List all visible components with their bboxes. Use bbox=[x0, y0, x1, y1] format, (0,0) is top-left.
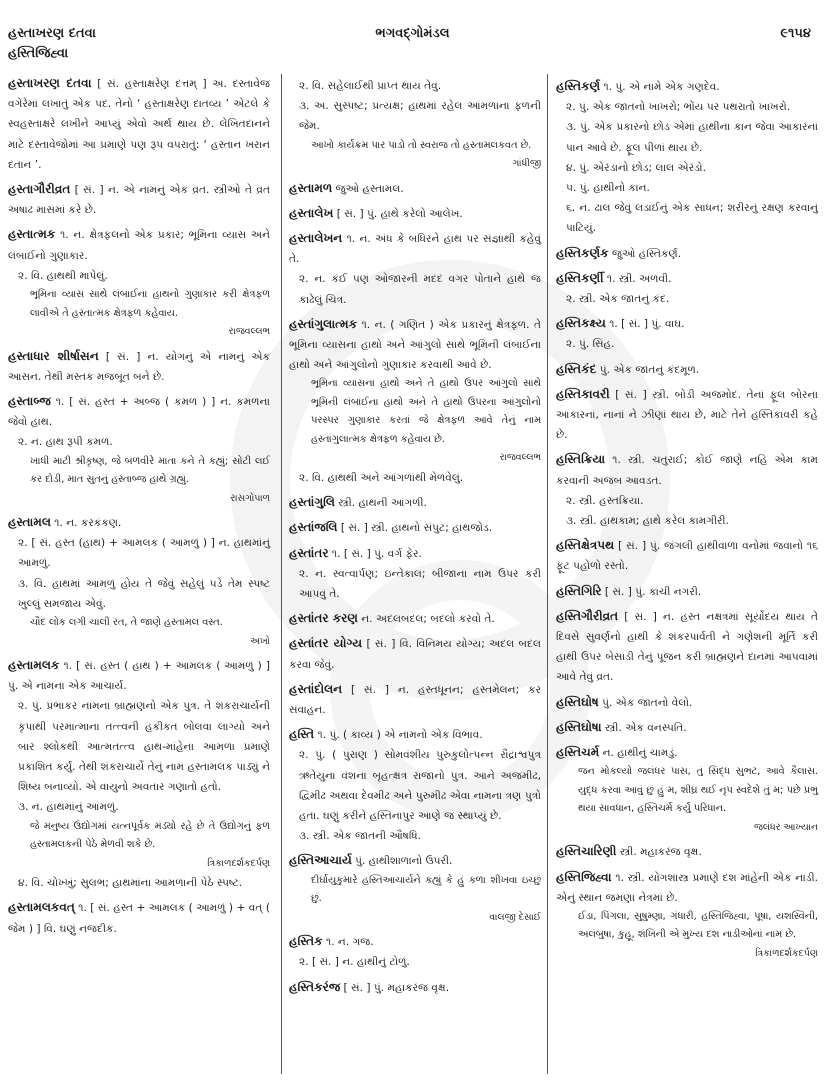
citation-source: વાલજી દેસાઈ bbox=[489, 911, 541, 923]
entry-main bbox=[8, 224, 270, 265]
citation-quote bbox=[556, 908, 818, 964]
sense-line: ૨. ન. સ્વત્વાર્પણ; ઇન્તેકાલ; બીજાના નામ ઉપર કરી આપવું તે. bbox=[299, 567, 541, 600]
entry-main bbox=[556, 742, 818, 763]
citation-quote bbox=[289, 137, 541, 174]
dictionary-entry bbox=[556, 717, 818, 738]
citation-text: ઈડા, પિંગલા, સુષુમ્ણા, ગંધારી, હસ્તિજિહ્વા, પૂષા, યશસ્વિની, અલંબુષા, કુહૂ, શંખિની એ મુખ્ય દશ નાડીઓનાં નામ છે. bbox=[578, 910, 818, 941]
column-3 bbox=[556, 76, 818, 967]
column-divider bbox=[281, 74, 282, 1074]
entry-main bbox=[556, 384, 818, 446]
definition: પું. એક જાતનો વેલો. bbox=[602, 696, 693, 709]
definition: ૧. સ્ત્રી. યોગશાસ્ત્ર પ્રમાણે દશ માંહેની એક નાડી. એનું સ્થાન જમણા નેત્રમાં છે. bbox=[556, 871, 818, 904]
dictionary-entry bbox=[556, 742, 818, 837]
entry-main bbox=[289, 228, 541, 269]
headword: હસ્તાગૌરીવ્રત bbox=[8, 182, 71, 197]
definition: [ સં. ] વિ. વિનિમય યોગ્ય; અદલ બદલ કરવા જેવું. bbox=[289, 638, 541, 671]
headword: હસ્તાંતર કરણ bbox=[289, 611, 358, 626]
headword: હસ્તાંજલિ bbox=[289, 520, 338, 535]
dictionary-entry bbox=[556, 692, 818, 713]
entry-main bbox=[289, 178, 541, 199]
entry-main bbox=[556, 692, 818, 713]
headword: હસ્તિક્ષેત્રપથ bbox=[556, 538, 615, 553]
guide-word-left: હસ્તાખરણ દતવા bbox=[8, 26, 96, 41]
dictionary-entry bbox=[289, 492, 541, 513]
citation-text: ચૌદ લોક લગી ચાલી રત, તે જાણે હસ્તામલ વસ્ત. bbox=[30, 617, 223, 629]
definition: ૧. ન. કરકંકણ. bbox=[54, 517, 122, 530]
guide-word-sub: હસ્તિજિહ્વા bbox=[8, 46, 69, 61]
headword: હસ્તિગિરિ bbox=[556, 583, 602, 598]
dictionary-entry bbox=[289, 543, 541, 605]
headword: હસ્તિકરંજ bbox=[289, 979, 341, 994]
citation-source: ગાંધીજી bbox=[512, 158, 541, 170]
entry-main bbox=[8, 897, 270, 938]
dictionary-entry bbox=[556, 243, 818, 264]
definition: ૧. [ સં. હસ્ત + આમલક ( આમળું ) + વત્ ( જેમ ) ] વિ. ઘણું નજદીક. bbox=[8, 902, 270, 935]
column-2 bbox=[289, 76, 541, 1002]
entry-main bbox=[289, 517, 541, 538]
dictionary-entry bbox=[556, 867, 818, 964]
dictionary-entry bbox=[289, 178, 541, 199]
sense-line: ૨. પું. સિંહ. bbox=[566, 338, 615, 351]
dictionary-entry bbox=[8, 391, 270, 508]
headword: હસ્તામલક bbox=[8, 658, 60, 673]
definition: જુઓ હસ્તિકર્ણ. bbox=[611, 247, 682, 260]
headword: હસ્તાલેખ bbox=[289, 205, 334, 220]
headword: હસ્તિકર્ણી bbox=[556, 270, 604, 285]
citation-quote bbox=[556, 763, 818, 837]
entry-main bbox=[556, 243, 818, 264]
definition: [ સં. ] પું. મહાકરંજ વૃક્ષ. bbox=[343, 981, 450, 994]
definition: [ સં. હસ્તાક્ષરેણ દત્તમ્ ] અ. દસ્તાવેજ વગેરેમાં લખાતું એક પદ. તેનો ‘ હસ્તાક્ષરેણ દાતવ્ય ’ એટલે કે સ્વહસ્તાક્ષરે લખીને આપ્યું એવો અર્થ થાય છે. લેખિતદાનને માટે દસ્તાવેજોમાં આ પ્રમાણે પણ રૂપ વપરાતું: ‘ હસ્તાન ખરાન દતાન ’. bbox=[8, 78, 270, 171]
headword: હસ્તિકર્ણક bbox=[556, 245, 609, 260]
entry-main bbox=[289, 679, 541, 720]
headword: હસ્તાંતર યોગ્ય bbox=[289, 636, 363, 651]
headword: હસ્તિક bbox=[289, 934, 323, 949]
dictionary-entry bbox=[8, 655, 270, 893]
dictionary-entry bbox=[289, 977, 541, 998]
headword: હસ્તાત્મક bbox=[8, 227, 56, 242]
dictionary-entry bbox=[289, 203, 541, 224]
headword: હસ્તિકંદ bbox=[556, 361, 597, 376]
dictionary-entry bbox=[556, 313, 818, 354]
definition: ૧. પું. ( કાવ્ય ) એ નામનો એક વિભાવ. bbox=[317, 729, 483, 742]
entry-main bbox=[8, 73, 270, 175]
definition: [ સં. ] ન. યોગનું એ નામનું એક આસન. તેથી મસ્તક મજબૂત બને છે. bbox=[8, 350, 270, 383]
dictionary-entry bbox=[556, 606, 818, 688]
headword: હસ્તિ bbox=[289, 727, 315, 742]
headword: હસ્તિકાવરી bbox=[556, 386, 610, 401]
definition: ૧. [ સં. હસ્ત + અબ્જ ( કમળ ) ] ન. કમળના જેવો હાથ. bbox=[8, 395, 270, 429]
definition: [ સં. ] ન. હસ્ત નક્ષત્રમાં સૂર્યોદય થાય તે દિવસે સુવર્ણનો હાથી કે શંકરપાર્વતી ને ગણેશની મૂર્તિ કરી હાથી ઉપર બેસાડી તેનું પૂજન કરી બ્રાહ્મણને દાનમાં આપવામાં આવે તેવું વ્રત. bbox=[556, 610, 818, 684]
entry-main bbox=[556, 449, 818, 490]
dictionary-entry bbox=[289, 314, 541, 488]
citation-quote bbox=[8, 818, 270, 874]
page-header bbox=[0, 0, 825, 61]
entry-main bbox=[556, 313, 818, 334]
definition: ૧. ન. ( ગણિત ) એક પ્રકારનું ક્ષેત્રફળ. તે ભૂમિના વ્યાસના હાથો અને આંગુલો સાથે ભૂમિની લંબાઈના હાથો અને આંગુલોનો ગુણાકાર કરવાથી આવે છે. bbox=[289, 318, 541, 372]
dictionary-entry bbox=[289, 517, 541, 538]
headword: હસ્તાબ્જ bbox=[8, 393, 51, 408]
definition: ૧. [ સં. હસ્ત ( હાથ ) + આમલક ( આમળું ) ] પું. એ નામના એક આચાર્ય. bbox=[8, 660, 270, 693]
sense-line: ૨. વિ. હાથથી અને આંગળાંથી મેળવેલું. bbox=[299, 471, 464, 484]
definition: ૧. [ સં. ] પું. વાઘ. bbox=[609, 318, 685, 331]
entry-main bbox=[556, 867, 818, 908]
entry-main bbox=[289, 608, 541, 629]
citation-quote bbox=[8, 453, 270, 509]
headword: હસ્તાંદોલન bbox=[289, 681, 343, 696]
sense-line: ૩. અ. સુસ્પષ્ટ; પ્રત્યક્ષ; હાથમાં રહેલ આંમળાના ફળની જેમ. bbox=[299, 100, 541, 133]
citation-text: ખાધી માટી શ્રીકૃષ્ણ, જે બળવીરે માતા કને તે કહ્યું; સોટી લઈ કર દોડી, માત સુતનું હસ્તાબ્જ હાથે ગ્રહ્યું. bbox=[30, 455, 270, 486]
dictionary-entry bbox=[8, 179, 270, 220]
entry-main bbox=[8, 346, 270, 387]
dictionary-entry bbox=[556, 384, 818, 446]
sense-line: ૬. ન. ઢાલ જેવું લડાઈનું એક સાધન; શરીરનું રક્ષણ કરવાનું પાટિયું. bbox=[566, 202, 818, 235]
dictionary-entry bbox=[8, 512, 270, 651]
sense-line: ૫. પું. હાથીનો કાન. bbox=[566, 182, 650, 195]
definition: ૧. સ્ત્રી. ચતુરાઈ; કોઈ જાણે નહિ એમ કામ કરવાની અજબ આવડત. bbox=[556, 454, 818, 487]
dictionary-entry bbox=[289, 608, 541, 629]
dictionary-entry bbox=[8, 346, 270, 387]
dictionary-entry bbox=[289, 76, 541, 174]
dictionary-entry bbox=[289, 633, 541, 674]
definition: પું. હાથીશાળાનો ઉપરી. bbox=[355, 855, 453, 868]
entry-main bbox=[556, 581, 818, 602]
dictionary-entry bbox=[556, 449, 818, 531]
headword: હસ્તિક્રિયા bbox=[556, 452, 606, 467]
entry-main bbox=[289, 724, 541, 745]
dictionary-entry bbox=[289, 679, 541, 720]
sense-line: ૨. સ્ત્રી. એક જાતનું કંદ. bbox=[566, 293, 670, 306]
definition: [ સં. ] પું. હાથે કરેલો આલેખ. bbox=[336, 207, 463, 220]
definition: ૧. [ સં. ] પું. વર્ગ ફેર. bbox=[331, 547, 422, 560]
citation-text: જન મોકલ્યો જલંધર પાસ, તું સિદ્ધ સુભટ, આવે કૈલાસ. યુદ્ધ કરવા આવું છું હું મ, શીઘ્ર થઈ નૃપ સ્વદેશે તું મ; પછે પ્રભુ થયા સાવધાન, હસ્તિચર્મ કર્યું પરિધાન. bbox=[578, 766, 818, 815]
sense-line: ૩. વિ. હાથમાં આમળું હોય તે જેવું સહેલું પડે તેમ સ્પષ્ટ ખુલ્લું સમજાય એવું. bbox=[18, 577, 270, 610]
headword: હસ્તિઘોષ bbox=[556, 694, 599, 709]
sense-line: ૨. પું. ( પુરાણ ) સોમવંશીય પુરુકુલોત્પન્ન રૌદ્રાશ્વપુત્ર ઋતેયુના વંશના બૃહત્ક્ષત્ર રાજાનો પુત્ર. આને અજમીઢ, દ્વિમીઢ અથવા દેવમીઢ અને પુરુમીઢ એવા નામના ત્રણ પુત્રો હતા. ઘણું કરીને હસ્તિનાપુર આણે જ સ્થાપ્યું છે. bbox=[299, 749, 541, 822]
citation-quote bbox=[289, 872, 541, 928]
citation-source: અખો bbox=[250, 635, 270, 647]
headword: હસ્તિગૌરીવ્રત bbox=[556, 608, 619, 623]
citation-text: જે મનુષ્ય ઉદ્યોગમાં યત્નપૂર્વક મંડ્યો રહે છે તે ઉદ્યોગનું ફળ હસ્તામલકની પેઠે મેળવી શકે છે. bbox=[30, 820, 270, 851]
headword: હસ્તામલકવત્ bbox=[8, 900, 75, 915]
sense-line: ૨. વિ. હાથથી માપેલું. bbox=[18, 269, 108, 282]
entry-main bbox=[556, 717, 818, 738]
dictionary-entry bbox=[556, 76, 818, 239]
sense-line: ૨. સ્ત્રી. હસ્તક્રિયા. bbox=[566, 494, 644, 507]
definition: ૧. સ્ત્રી. અળવી. bbox=[606, 272, 672, 285]
headword: હસ્તિઆચાર્ય bbox=[289, 853, 352, 868]
citation-source: રાજવલ્લભ bbox=[228, 326, 270, 338]
headword: હસ્તિચર્મ bbox=[556, 745, 600, 760]
dictionary-entry bbox=[8, 73, 270, 175]
headword: હસ્તિકર્ણ bbox=[556, 79, 601, 93]
definition: પું. એક જાતનું કંદમૂળ. bbox=[599, 363, 700, 376]
sense-line: ૨. ન. કંઈ પણ ઓજારની મદદ વગર પોતાને હાથે જ કાઢેલું ચિત્ર. bbox=[299, 273, 541, 306]
definition: [ સં. ] સ્ત્રી. હાથનો સંપુટ; હાથજોડ. bbox=[340, 522, 493, 535]
entry-main bbox=[289, 931, 541, 952]
definition: સ્ત્રી. એક વનસ્પતિ. bbox=[605, 721, 687, 734]
definition: ૧. ન. ગજ. bbox=[326, 936, 374, 949]
citation-source: રાજવલ્લભ bbox=[499, 452, 541, 464]
headword: હસ્તિકક્ષ્ય bbox=[556, 316, 606, 331]
definition: ૧. ન. અંધ કે બધિરને હાથ પર સંજ્ઞાથી કહેવું તે. bbox=[289, 233, 541, 266]
dictionary-entry bbox=[289, 228, 541, 310]
sense-line: ૪. વિ. ચોખ્ખું; સુલભ; હાથમાંના આમળાની પેઠે સ્પષ્ટ. bbox=[18, 877, 243, 890]
definition: [ સં. ] સ્ત્રી. બોડી અજમોદ. તેનાં ફૂલ બોરના આકારનાં, નાનાં ને ઝીણાં થાય છે, માટે તેને હસ્તિકાવરી કહે છે. bbox=[556, 388, 818, 442]
citation-text: દીર્ઘાયુકુમારે હસ્તિઆચાર્યને કહ્યું કે હું કળા શીખવા ઇચ્છું છું. bbox=[311, 874, 541, 905]
entry-main bbox=[289, 543, 541, 564]
entry-main bbox=[8, 512, 270, 533]
definition: [ સં. ] પું. જંગલી હાથીવાળા વનોમાં જવાનો ૧૬ ફૂટ પહોળો રસ્તો. bbox=[556, 540, 818, 573]
entry-main bbox=[289, 850, 541, 871]
citation-text: ભૂમિના વ્યાસ સાથે લંબાઈના હાથનો ગુણાકાર કરી ક્ષેત્રફળ લાવીએ તે હસ્તાત્મક ક્ષેત્રફળ કહેવાય. bbox=[30, 289, 270, 319]
citation-quote bbox=[8, 614, 270, 651]
sense-line: ૩. પું. એક પ્રકારનો છોડ એમાં હાથીના કાન જેવા આકારનાં પાન આવે છે. ફૂલ પીળાં થાય છે. bbox=[566, 121, 818, 154]
entry-main bbox=[289, 633, 541, 674]
citation-quote bbox=[289, 375, 541, 468]
entry-main bbox=[8, 179, 270, 220]
headword: હસ્તિજિહ્વા bbox=[556, 869, 612, 884]
dictionary-entry bbox=[556, 359, 818, 380]
entry-main bbox=[289, 492, 541, 513]
sense-line: ૨. પું. પ્રભાકર નામના બ્રાહ્મણનો એક પુત્ર. તે શંકરાચાર્યની કૃપાથી પરમાત્માના તત્ત્વની હકીકત બોલવા લાગ્યો અને બાર શ્લોકથી આત્મતત્ત્વ હાથ-માંહેના આમળા પ્રમાણે પ્રકાશિત કર્યું. તેથી શંકરાચાર્યે તેનું નામ હસ્તામલક પાડ્યું ને શિષ્ય બનાવ્યો. એ વાયુનો અવતાર ગણાતો હતો. bbox=[18, 700, 270, 794]
citation-source: રાસગોપાળ bbox=[230, 492, 270, 504]
page-number: ૯૧૫૪ bbox=[780, 26, 811, 41]
entry-main bbox=[556, 535, 818, 576]
dictionary-entry bbox=[556, 268, 818, 309]
definition: ન. અદલબદલ; બદલો કરવો તે. bbox=[361, 613, 495, 626]
definition: ૧. ન. ક્ષેત્રફલનો એક પ્રકાર; ભૂમિના વ્યાસ અને લંબાઈનો ગુણાકાર. bbox=[8, 229, 271, 262]
citation-source: ત્રિકાળદર્શકદર્પણ bbox=[755, 947, 818, 959]
dictionary-entry bbox=[289, 724, 541, 846]
sense-line: ૩. ન. હાથમાંનું આમળું. bbox=[18, 801, 119, 814]
headword: હસ્તાંતર bbox=[289, 545, 329, 560]
entry-main bbox=[8, 391, 270, 432]
sense-line: ૩. સ્ત્રી. હાથકામ; હાથે કરેલ કામગીરી. bbox=[566, 515, 729, 528]
definition: [ સં. ] ન. હસ્તધૂનન; હસ્તમેલન; કર સંવાહન. bbox=[289, 683, 541, 716]
entry-main bbox=[556, 76, 818, 97]
entry-main bbox=[556, 606, 818, 688]
headword: હસ્તિઘોષા bbox=[556, 719, 602, 734]
dictionary-entry bbox=[556, 535, 818, 576]
entry-main bbox=[289, 314, 541, 376]
dictionary-entry bbox=[8, 224, 270, 341]
citation-source: જલંધર આખ્યાન bbox=[754, 821, 818, 833]
dictionary-entry bbox=[289, 931, 541, 972]
sense-line: ૨. [ સં. હસ્ત (હાથ) + આમલક ( આમળું ) ] ન. હાથમાંનું આમળું. bbox=[18, 537, 270, 570]
entry-main bbox=[556, 841, 818, 862]
dictionary-entry bbox=[556, 841, 818, 862]
definition: [ સં. ] ન. એ નામનું એક વ્રત. સ્ત્રીઓ તે વ્રત અષાઢ માસમાં કરે છે. bbox=[8, 184, 271, 217]
sense-line: ૪. પું. એરંડાનો છોડ; લાલ એરંડો. bbox=[566, 161, 706, 174]
headword: હસ્તાલેખન bbox=[289, 231, 343, 246]
entry-main bbox=[556, 268, 818, 289]
headword: હસ્તાંગુલિ bbox=[289, 495, 335, 510]
entry-main bbox=[556, 359, 818, 380]
citation-source: ત્રિકાળદર્શકદર્પણ bbox=[207, 857, 270, 869]
definition: સ્ત્રી. મહાકરંજ વૃક્ષ. bbox=[619, 846, 702, 859]
dictionary-entry bbox=[289, 850, 541, 927]
entry-main bbox=[289, 977, 541, 998]
column-1 bbox=[8, 73, 270, 943]
definition: જુઓ હસ્તામલ. bbox=[335, 182, 404, 195]
definition: ૧. પું. એ નામે એક ગણદેવ. bbox=[603, 81, 720, 93]
sense-line: ૨. વિ. સહેલાઈથી પ્રાપ્ત થાય તેવું. bbox=[299, 80, 442, 92]
column-divider bbox=[547, 74, 548, 1074]
sense-line: ૨. પું. એક જાતનો ખાખરો; ભોંય પર પથરાતો ખાખરો. bbox=[566, 101, 791, 114]
citation-text: આખો કાર્યક્રમ પાર પાડો તો સ્વરાજ તો હસ્તામલકવત છે. bbox=[311, 139, 532, 151]
sense-line: ૨. [ સં. ] ન. હાથીનું ટોળું. bbox=[299, 956, 410, 969]
definition: ન. હાથીનું ચામડું. bbox=[602, 747, 678, 760]
headword: હસ્તાધાર શીર્ષાસન bbox=[8, 348, 99, 363]
headword: હસ્તિચારિણી bbox=[556, 844, 617, 859]
citation-quote bbox=[8, 286, 270, 342]
page-title: ભગવદ્ગોમંડલ bbox=[375, 26, 450, 41]
entry-main bbox=[289, 203, 541, 224]
sense-line: ૨. ન. હાથ રૂપી કમળ. bbox=[18, 436, 113, 449]
definition: સ્ત્રી. હાથની આંગળી. bbox=[338, 497, 427, 510]
sense-line: ૩. સ્ત્રી. એક જાતની ઔષધિ. bbox=[299, 830, 421, 843]
headword: હસ્તાંગુલાત્મક bbox=[289, 316, 358, 331]
headword: હસ્તાખરણ દતવા bbox=[8, 76, 92, 90]
headword: હસ્તામલ bbox=[8, 515, 51, 530]
definition: [ સં. ] પું. કાંચી નગરી. bbox=[604, 585, 702, 598]
dictionary-entry bbox=[8, 897, 270, 938]
headword: હસ્તામળ bbox=[289, 180, 333, 195]
dictionary-entry bbox=[556, 581, 818, 602]
citation-text: ભૂમિના વ્યાસના હાથો અને તે હાથો ઉપર આંગુલો સાથે ભૂમિની લંબાઈના હાથો અને તે હાથો ઉપરના આંગુલોનો પરસ્પર ગુણાકાર કરતાં જે ક્ષેત્રફળ આવે તેનું નામ હસ્તાંગુલાત્મક ક્ષેત્રફળ કહેવાય છે. bbox=[311, 378, 541, 445]
entry-main bbox=[8, 655, 270, 696]
